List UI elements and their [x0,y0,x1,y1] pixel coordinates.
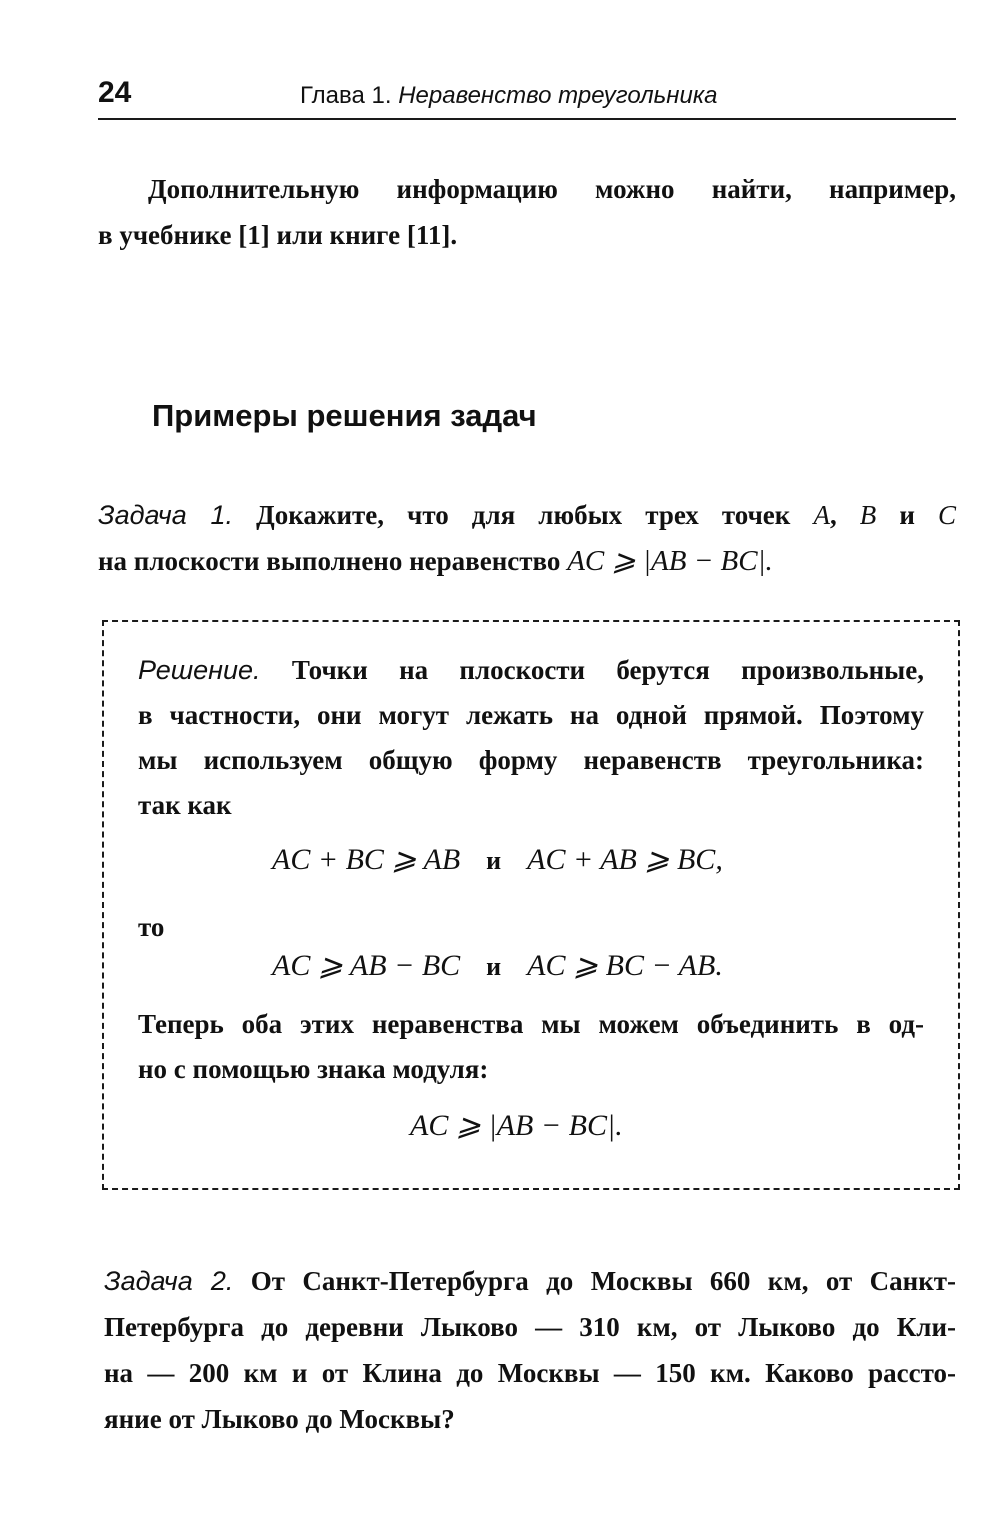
task-2-text-1: От Санкт-Петербурга до Москвы 660 км, от Санкт- [250,1266,957,1296]
chapter-prefix: Глава 1. [300,82,392,109]
task-2-line-4: яние от Лыково до Москвы? [104,1404,455,1434]
running-header [98,74,956,120]
solution-text-1: Точки на плоскости берутся произвольные, [291,655,924,685]
intro-paragraph [98,166,956,258]
formula-2-right: AC ⩾ BC − AB. [527,949,723,982]
solution-line-2: в частности, они могут лежать на одной прямой. Поэтому [138,700,924,730]
formula-1-conj: и [486,846,502,875]
task-1-text: Докажите, что для любых трех точек [256,500,791,530]
task-1-label: Задача 1. [98,500,234,530]
formula-3: AC ⩾ |AB − BC|. [410,1109,623,1142]
task-1-text-2: на плоскости выполнено неравенство [98,546,561,576]
chapter-running-head [300,82,718,110]
task-2 [104,1258,956,1442]
formula-2-conj: и [486,952,502,981]
section-title: Примеры решения задач [152,398,537,433]
formula-1 [272,842,723,877]
solution-line-1 [138,648,924,693]
point-a: A [813,500,830,530]
solution-paragraph-2 [138,1002,924,1092]
page-number: 24 [98,76,132,109]
chapter-title: Неравенство треугольника [398,82,718,109]
task-2-label: Задача 2. [104,1266,234,1296]
solution-line-4: так как [138,790,232,820]
word-then: то [138,912,165,942]
intro-line-1: Дополнительную информацию можно найти, например, [148,174,956,204]
task-2-line-2: Петербурга до деревни Лыково — 310 км, от Лыково до Кли- [104,1312,956,1342]
formula-2-left: AC ⩾ AB − BC [272,949,461,982]
task-1 [98,492,956,584]
task-2-line-1 [104,1258,956,1304]
and-word: и [899,500,915,530]
formula-2 [272,948,723,983]
formula-1-right: AC + AB ⩾ BC, [527,843,723,876]
point-b: B [859,500,877,530]
point-c: C [938,500,957,530]
task-1-inequality: AC ⩾ |AB − BC|. [567,545,773,577]
formula-1-left: AC + BC ⩾ AB [272,843,461,876]
solution-line-3: мы используем общую форму неравенств треугольника: [138,745,924,775]
intro-line-2: в учебнике [1] или книге [11]. [98,220,458,250]
solution-label: Решение. [138,655,261,685]
solution-paragraph-1 [138,648,924,828]
solution-line-6: но с помощью знака модуля: [138,1054,489,1084]
comma: , [829,500,837,530]
task-1-line-2 [98,538,956,584]
task-1-line-1 [98,492,956,538]
task-2-line-3: на — 200 км и от Клина до Москвы — 150 км. Каково рассто- [104,1358,956,1388]
solution-line-5: Теперь оба этих неравенства мы можем объединить в од- [138,1009,924,1039]
